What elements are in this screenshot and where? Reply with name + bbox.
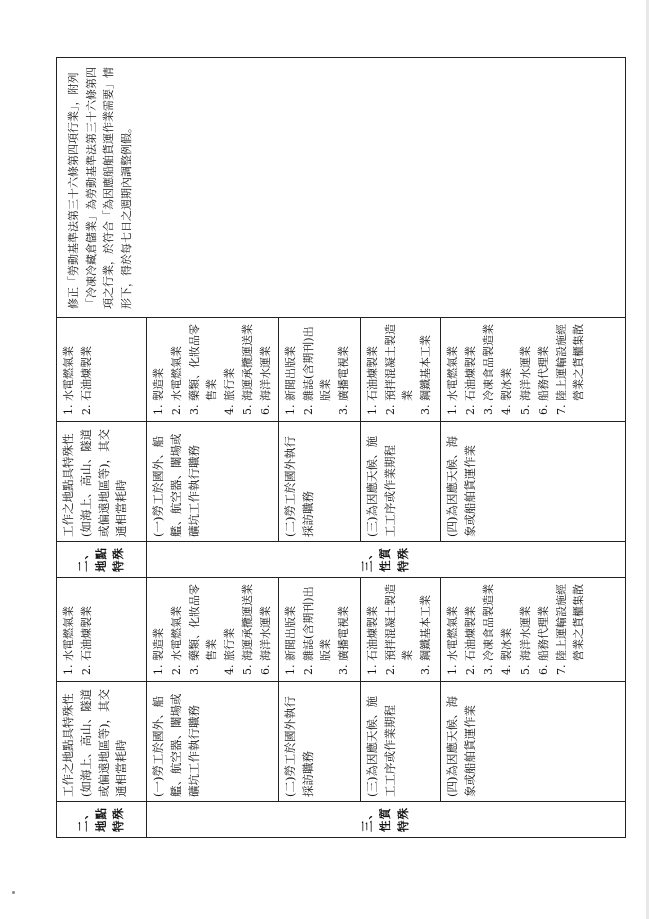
right-sub3-desc: (三)為因應天候、施工工序或作業期程: [361, 422, 441, 542]
list-item: 3. 廣播電視業: [335, 582, 352, 661]
right-sub3-items: [361, 318, 441, 422]
list-item: 5. 海洋水運業: [517, 582, 534, 661]
right-sub2-items: [279, 318, 361, 422]
list-item: 2. 預拌混凝土製造業: [382, 322, 416, 401]
table-row: [57, 58, 147, 838]
left-sub2-desc: (二)勞工於國外執行採訪職務: [279, 682, 361, 802]
list-item: 6. 海洋水運業: [257, 582, 274, 661]
right-sub4-desc: (四)為因應天候、海象或船舶貨運作業: [441, 422, 626, 542]
list-item: 1. 石油煉製業: [364, 322, 381, 401]
right-sec2-label: 二、地點特殊: [57, 542, 147, 578]
list-item: 3. 藥類、化妝品零售業: [186, 322, 220, 401]
left-sub1-items: [147, 578, 279, 682]
right-sub1-items: [147, 318, 279, 422]
left-sub2-items: [279, 578, 361, 682]
list-item: 1. 水電燃氣業: [444, 582, 461, 661]
left-sub3-items: [361, 578, 441, 682]
list-item: 4. 旅行業: [221, 582, 238, 661]
list-item: 1. 水電燃氣業: [60, 322, 77, 401]
list-item: 1. 新聞出版業: [282, 582, 299, 661]
list-item: 5. 海運承攬運送業: [239, 322, 256, 401]
list-item: 1. 水電燃氣業: [60, 582, 77, 661]
list-item: 1. 水電燃氣業: [444, 322, 461, 401]
left-sec2-desc: 工作之地點具特殊性(如海上、高山、隧道或偏遠地區等)，其交通相當耗時: [57, 682, 147, 802]
right-sub1-desc: (一)勞工於國外、船艦、航空器、闈場或礦坑工作執行職務: [147, 422, 279, 542]
left-sub4-desc: (四)為因應天候、海象或船舶貨運作業: [441, 682, 626, 802]
left-sub3-desc: (三)為因應天候、施工工序或作業期程: [361, 682, 441, 802]
right-sec3-label: 三、性質特殊: [147, 542, 626, 578]
list-item: 7. 陸上運輸設施經營業之貨櫃集散: [553, 582, 587, 661]
list-item: 1. 製造業: [150, 582, 167, 661]
list-item: 3. 冷凍食品製造業: [480, 582, 497, 661]
list-item: 2. 石油煉製業: [78, 582, 95, 661]
right-sub4-items: [441, 318, 626, 422]
scan-speck: [12, 891, 15, 894]
right-sub2-desc: (二)勞工於國外執行採訪職務: [279, 422, 361, 542]
list-item: 3. 冷凍食品製造業: [480, 322, 497, 401]
right-sec2-items: [57, 318, 147, 422]
list-item: 4. 旅行業: [221, 322, 238, 401]
scan-edge-shadow: [646, 0, 649, 919]
list-item: 5. 海洋水運業: [517, 322, 534, 401]
left-sec2-items: [57, 578, 147, 682]
list-item: 2. 水電燃氣業: [168, 582, 185, 661]
list-item: 2. 水電燃氣業: [168, 322, 185, 401]
list-item: 4. 製冰業: [498, 322, 515, 401]
list-item: 2. 雜誌(含期刊)出版業: [300, 322, 334, 401]
list-item: 3. 鋼鐵基本工業: [417, 582, 434, 661]
list-item: 2. 預拌混凝土製造業: [382, 582, 416, 661]
list-item: 6. 船務代理業: [535, 322, 552, 401]
list-item: 4. 製冰業: [498, 582, 515, 661]
note-cell: 修正「勞動基準法第三十六條第四項行業」，附列「冷凍冷藏倉儲業」為勞動基準法第三十六條第四項之行業，於符合「為因應船舶貨運作業需要」情形下，得於每七日之週期內調整例假。: [57, 58, 626, 318]
list-item: 2. 石油煉製業: [78, 322, 95, 401]
list-item: 3. 鋼鐵基本工業: [417, 322, 434, 401]
list-item: 7. 陸上運輸設施經營業之貨櫃集散: [553, 322, 587, 401]
list-item: 3. 廣播電視業: [335, 322, 352, 401]
left-sec2-label: 二、地點特殊: [57, 802, 147, 838]
list-item: 3. 藥類、化妝品零售業: [186, 582, 220, 661]
left-sec3-label: 三、性質特殊: [147, 802, 626, 838]
list-item: 5. 海運承攬運送業: [239, 582, 256, 661]
list-item: 2. 石油煉製業: [462, 582, 479, 661]
right-sec2-desc: 工作之地點具特殊性(如海上、高山、隧道或偏遠地區等)，其交通相當耗時: [57, 422, 147, 542]
list-item: 1. 新聞出版業: [282, 322, 299, 401]
list-item: 6. 船務代理業: [535, 582, 552, 661]
list-item: 2. 雜誌(含期刊)出版業: [300, 582, 334, 661]
list-item: 2. 石油煉製業: [462, 322, 479, 401]
list-item: 1. 石油煉製業: [364, 582, 381, 661]
list-item: 1. 製造業: [150, 322, 167, 401]
comparison-table: [56, 57, 626, 838]
left-sub4-items: [441, 578, 626, 682]
left-sub1-desc: (一)勞工於國外、船艦、航空器、闈場或礦坑工作執行職務: [147, 682, 279, 802]
list-item: 6. 海洋水運業: [257, 322, 274, 401]
rotated-table-wrapper: [56, 58, 626, 838]
